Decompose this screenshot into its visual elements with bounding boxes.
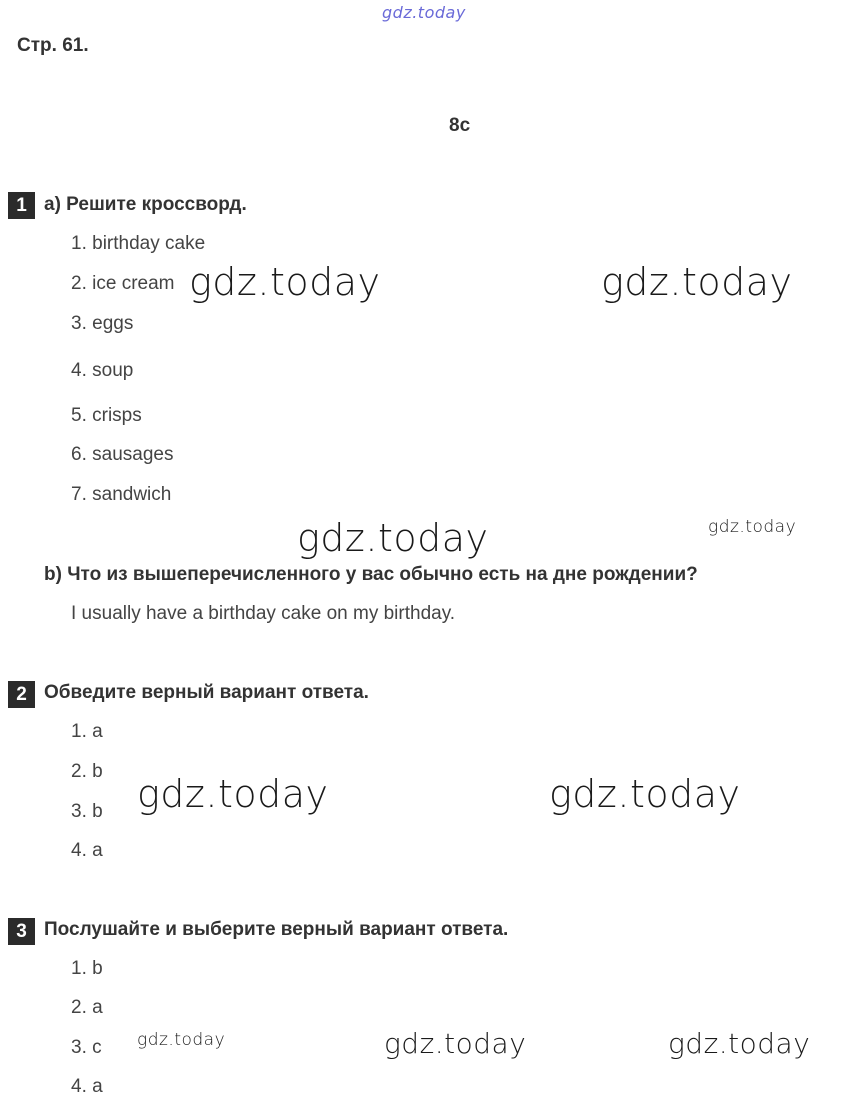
watermark: gdz.today xyxy=(137,1030,226,1050)
list-item: 5. crisps xyxy=(71,405,142,426)
page-reference: Стр. 61. xyxy=(17,35,89,56)
watermark: gdz.today xyxy=(601,260,793,304)
list-item: 4. a xyxy=(71,840,103,861)
list-item: 4. soup xyxy=(71,360,134,381)
exercise-heading: Обведите верный вариант ответа. xyxy=(44,682,369,703)
lesson-title: 8c xyxy=(449,115,471,136)
list-item: 4. a xyxy=(71,1076,103,1097)
exercise-number-badge: 2 xyxy=(8,681,35,708)
list-item: 2. ice cream xyxy=(71,273,175,294)
exercise-heading: Послушайте и выберите верный вариант ответа. xyxy=(44,919,509,940)
answer-text: I usually have a birthday cake on my birthday. xyxy=(71,603,456,624)
watermark: gdz.today xyxy=(549,772,741,816)
exercise-number-badge: 3 xyxy=(8,918,35,945)
list-item: 2. a xyxy=(71,997,103,1018)
watermark: gdz.today xyxy=(708,517,797,537)
watermark: gdz.today xyxy=(382,3,466,22)
watermark: gdz.today xyxy=(384,1027,527,1060)
list-item: 2. b xyxy=(71,761,103,782)
list-item: 1. birthday cake xyxy=(71,233,206,254)
watermark: gdz.today xyxy=(668,1027,811,1060)
watermark: gdz.today xyxy=(137,772,329,816)
exercise-subheading: b) Что из вышеперечисленного у вас обычно есть на дне рождении? xyxy=(44,564,698,585)
exercise-number-badge: 1 xyxy=(8,192,35,219)
list-item: 3. b xyxy=(71,801,103,822)
list-item: 3. eggs xyxy=(71,313,134,334)
list-item: 1. b xyxy=(71,958,103,979)
list-item: 1. a xyxy=(71,721,103,742)
list-item: 6. sausages xyxy=(71,444,174,465)
list-item: 3. c xyxy=(71,1037,102,1058)
watermark: gdz.today xyxy=(189,260,381,304)
watermark: gdz.today xyxy=(297,516,489,560)
list-item: 7. sandwich xyxy=(71,484,172,505)
exercise-heading: a) Решите кроссворд. xyxy=(44,194,247,215)
